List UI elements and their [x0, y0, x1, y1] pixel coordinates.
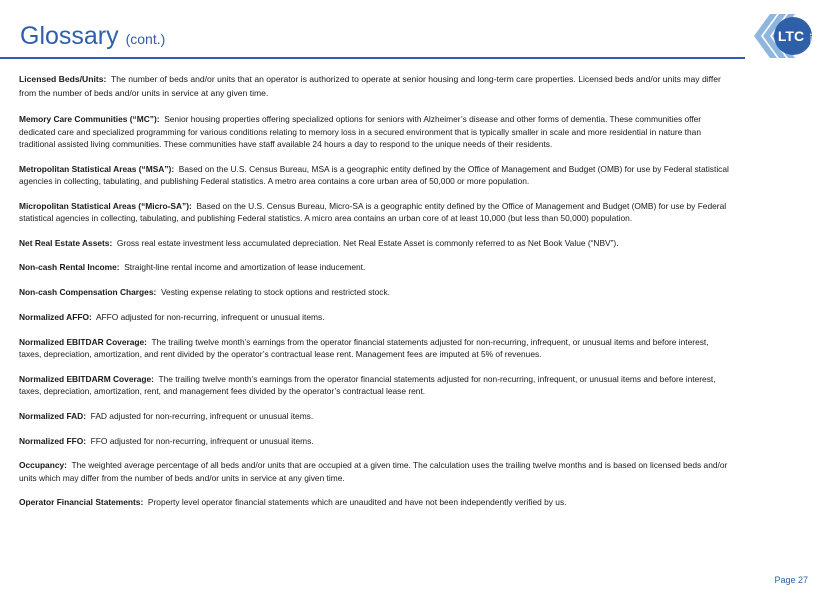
header-rule: [0, 57, 745, 59]
glossary-term: Net Real Estate Assets:: [19, 237, 113, 248]
glossary-term: Normalized EBITDARM Coverage:: [19, 373, 154, 384]
glossary-term: Memory Care Communities (“MC”):: [19, 114, 160, 125]
logo-subtext: REIT: [809, 32, 814, 44]
glossary-definition: Gross real estate investment less accumulated depreciation. Net Real Estate Asset is commonly referred to as Net Book Value (“NBV”).: [116, 237, 619, 248]
glossary-entry-non-cash-compensation: [19, 286, 731, 298]
glossary-entry-non-cash-rental-income: [19, 261, 731, 273]
glossary-definition: The weighted average percentage of all beds and/or units that are occupied at a given time. The calculation uses the trailing twelve months and is based on licensed beds and/or units which may differ from the number of beds and/or units in service at any given time.: [19, 460, 728, 483]
glossary-entry-normalized-fad: [19, 410, 731, 422]
glossary-entry-normalized-ebitdarm: [19, 373, 731, 397]
glossary-entry-msa: [19, 163, 731, 187]
glossary-term: Normalized FAD:: [19, 410, 87, 421]
title-suffix: (cont.): [125, 31, 166, 47]
glossary-definition: AFFO adjusted for non-recurring, infrequent or unusual items.: [95, 312, 325, 322]
glossary-definition: The trailing twelve month’s earnings from the operator financial statements adjusted for non-recurring, infrequent, or unusual items and before interest, taxes, depreciation, amortization, and rent divided by the operator’s contractual lease rent. Management fees are imputed at 5% of revenues.: [19, 336, 709, 359]
glossary-list: [19, 72, 731, 521]
glossary-definition: Senior housing properties offering specialized options for seniors with Alzheimer’s disease and other forms of dementia. These communities offer dedicated care and specialized programming for various conditions relating to memory loss in a secured environment that is typically smaller in scale and more residential in nature than traditional assisted living communities. These communities have staff available 24 hours a day to respond to the unique needs of their residents.: [19, 114, 702, 149]
glossary-entry-memory-care: [19, 113, 731, 150]
ltc-reit-logo: [748, 8, 818, 64]
glossary-term: Non-cash Rental Income:: [19, 262, 120, 273]
glossary-term: Normalized EBITDAR Coverage:: [19, 336, 147, 347]
glossary-entry-micro-sa: [19, 200, 731, 224]
logo-text: LTC: [777, 28, 805, 44]
glossary-entry-normalized-ffo: [19, 435, 731, 447]
glossary-term: Non-cash Compensation Charges:: [19, 287, 157, 298]
glossary-definition: Straight-line rental income and amortization of lease inducement.: [124, 262, 366, 273]
glossary-term: Normalized FFO:: [19, 435, 87, 446]
glossary-definition: The number of beds and/or units that an operator is authorized to operate at senior housing and long-term care properties. Licensed beds and/or units may differ from the number of beds and/or units in service at any given time.: [19, 74, 721, 99]
glossary-entry-normalized-ebitdar: [19, 336, 731, 360]
glossary-entry-net-real-estate-assets: [19, 237, 731, 249]
glossary-definition: The trailing twelve month’s earnings from the operator financial statements adjusted for non-recurring, infrequent, or unusual items and before interest, taxes, depreciation, amortization, rent, and management fees divided by the operator’s contractual lease rent.: [19, 373, 716, 396]
glossary-entry-normalized-affo: [19, 311, 731, 323]
glossary-definition: Based on the U.S. Census Bureau, Micro-SA is a geographic entity defined by the Office of Management and Budget (OMB) for use by Federal statistical agencies in collecting, tabulating, and publishing Federal statistics. A micro area contains an urban core of at least 10,000 (but less than 50,000) population.: [19, 200, 727, 223]
glossary-definition: FAD adjusted for non-recurring, infrequent or unusual items.: [90, 410, 314, 421]
glossary-definition: Vesting expense relating to stock options and restricted stock.: [160, 287, 390, 298]
glossary-term: Licensed Beds/Units:: [19, 74, 107, 84]
glossary-definition: Property level operator financial statements which are unaudited and have not been independently verified by us.: [147, 497, 567, 508]
glossary-entry-licensed-beds: [19, 72, 731, 101]
page-header: [0, 0, 830, 70]
glossary-term: Normalized AFFO:: [19, 312, 92, 322]
glossary-term: Metropolitan Statistical Areas (“MSA”):: [19, 163, 175, 174]
glossary-term: Operator Financial Statements:: [19, 497, 144, 508]
page-title: [20, 22, 165, 51]
title-main: Glossary: [20, 22, 119, 50]
glossary-term: Occupancy:: [19, 460, 67, 471]
glossary-entry-operator-financial-statements: [19, 496, 731, 508]
glossary-definition: FFO adjusted for non-recurring, infrequent or unusual items.: [90, 435, 314, 446]
glossary-definition: Based on the U.S. Census Bureau, MSA is a geographic entity defined by the Office of Management and Budget (OMB) for use by Federal statistical agencies in collecting, tabulating, and publishing Federal statistics. A metro area contains a core urban area of 50,000 or more population.: [19, 163, 729, 186]
page-number: Page 27: [774, 575, 808, 585]
glossary-term: Micropolitan Statistical Areas (“Micro-SA”):: [19, 200, 192, 211]
glossary-entry-occupancy: [19, 459, 731, 483]
